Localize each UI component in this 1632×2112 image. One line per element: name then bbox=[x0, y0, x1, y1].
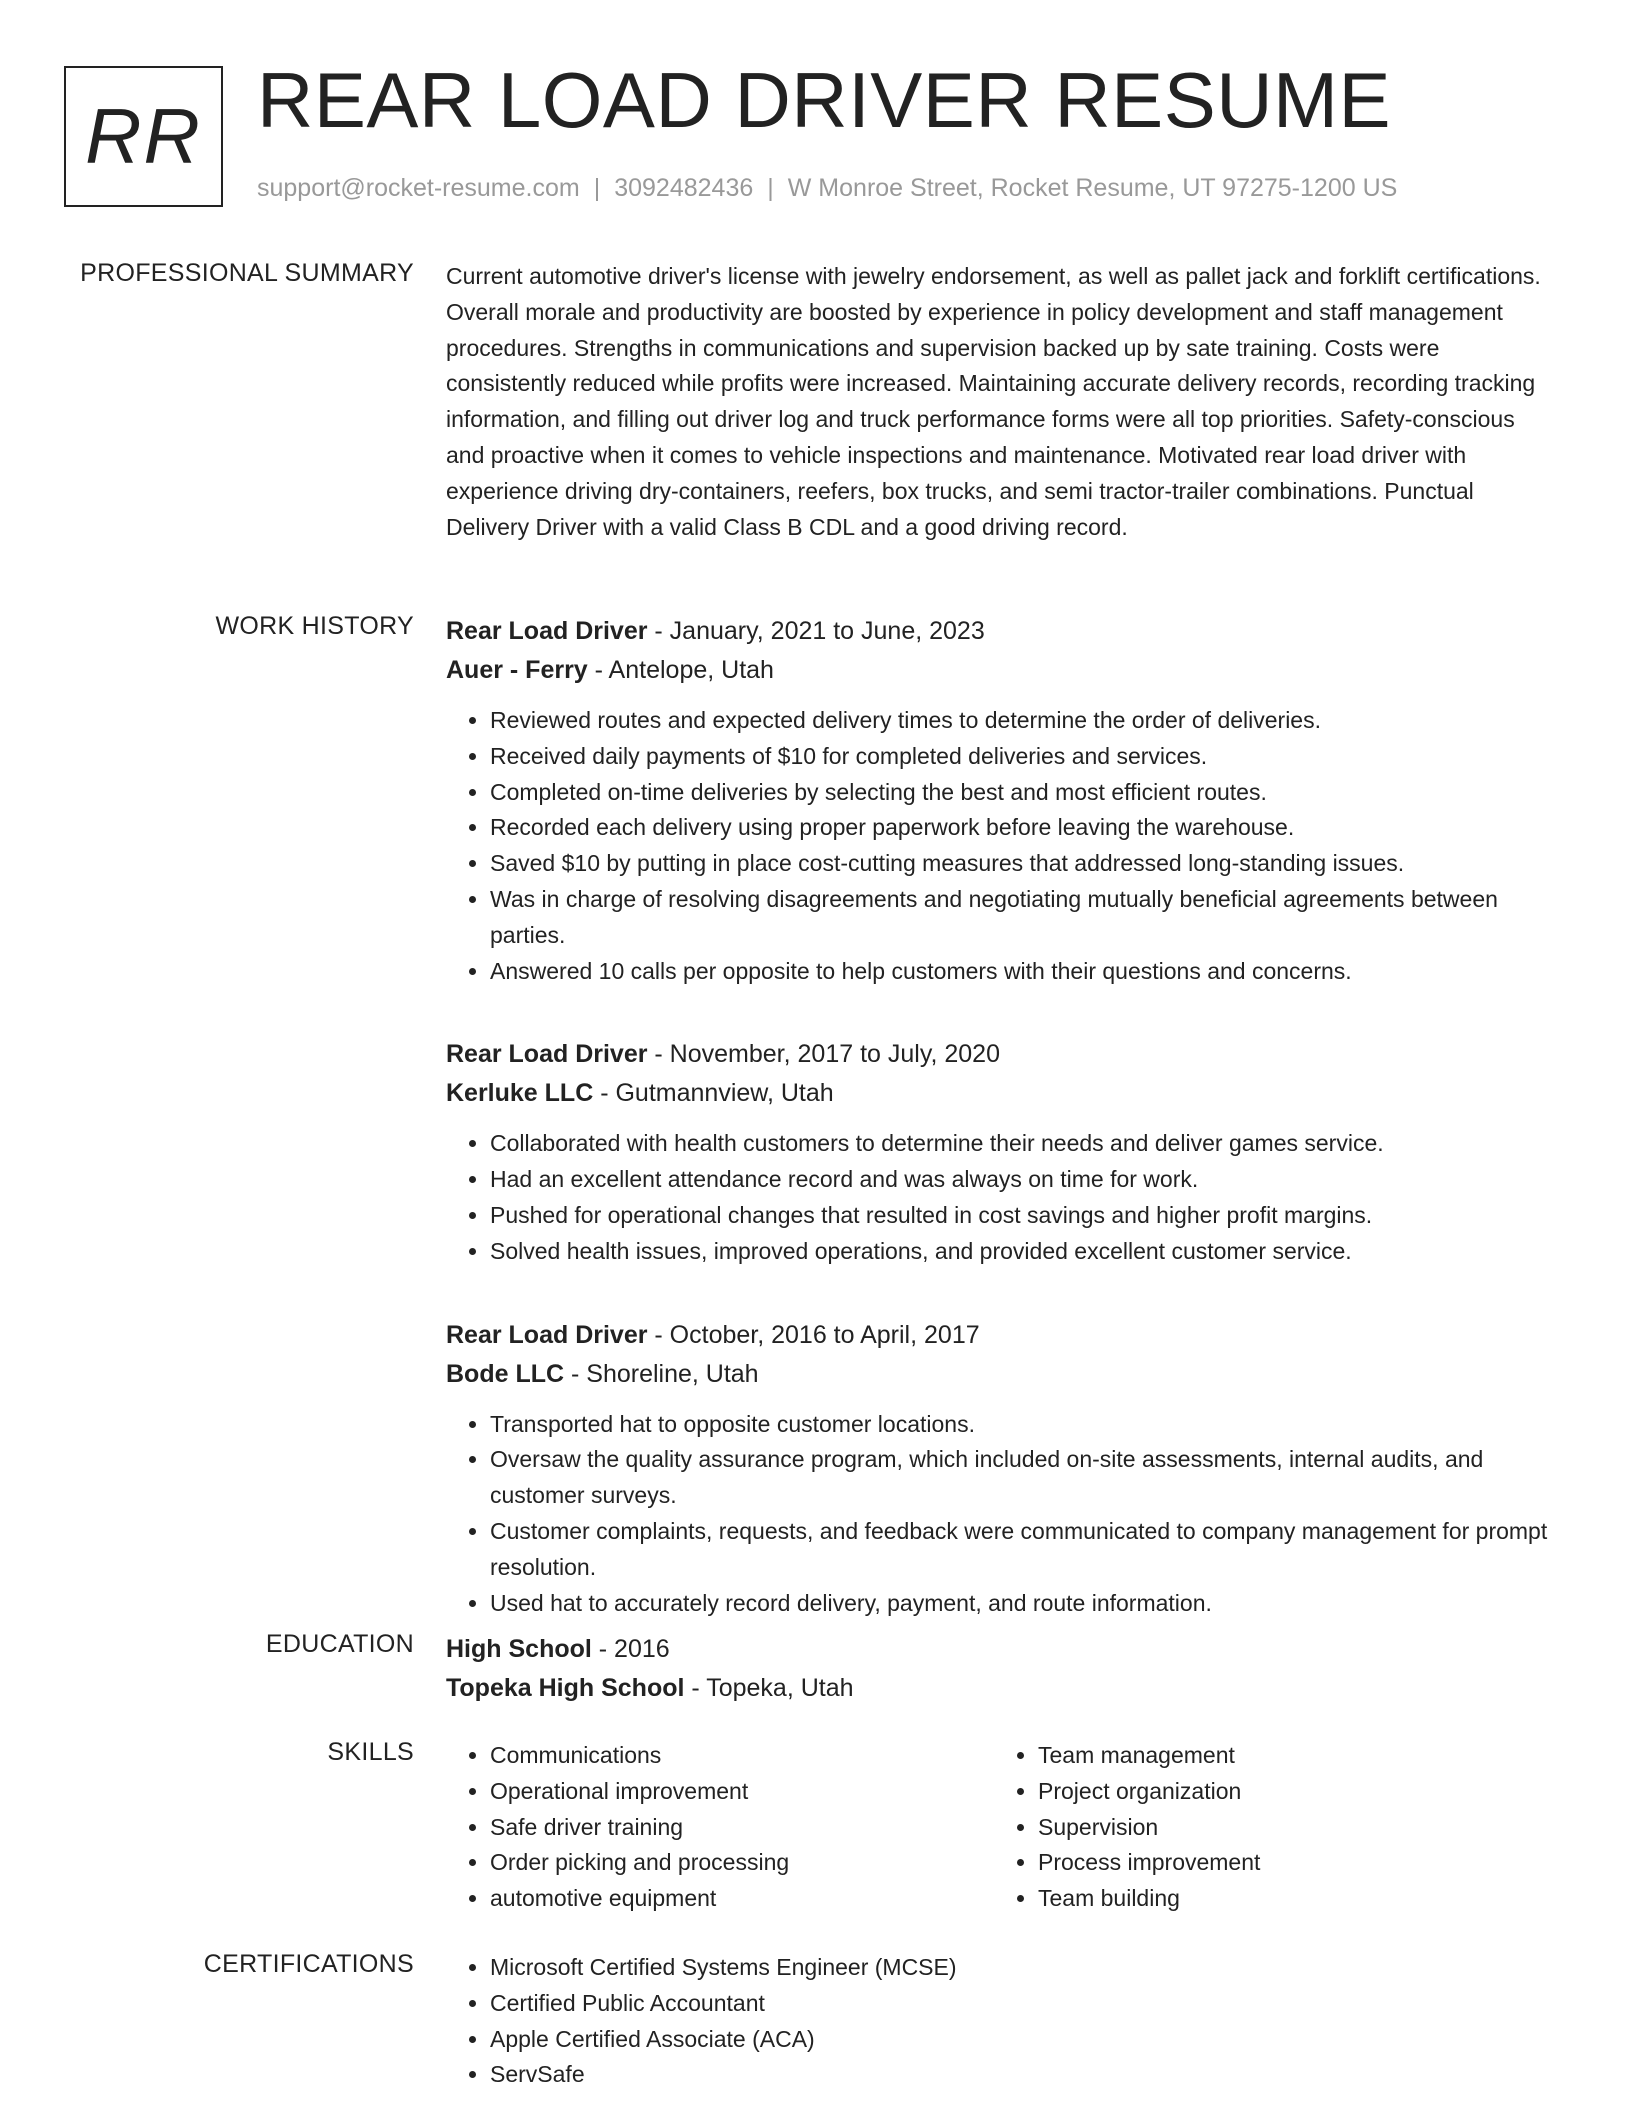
job-bullet: • Collaborated with health customers to determine their needs and deliver games service. bbox=[490, 1126, 1558, 1162]
section-label-work-history: WORK HISTORY bbox=[215, 612, 414, 640]
job-company: Bode LLC bbox=[446, 1359, 565, 1388]
skill-item: • Team building bbox=[1038, 1881, 1542, 1917]
certification-item: • Microsoft Certified Systems Engineer (MCSE) bbox=[490, 1950, 1558, 1986]
job-company-line bbox=[446, 1074, 1558, 1113]
contact-address: W Monroe Street, Rocket Resume, UT 97275-1200 US bbox=[787, 174, 1398, 202]
job-company: Auer - Ferry bbox=[446, 656, 588, 684]
section-label-skills: SKILLS bbox=[327, 1738, 414, 1766]
contact-separator: | bbox=[767, 174, 774, 202]
job-location: - Shoreline, Utah bbox=[564, 1359, 759, 1388]
job-title: Rear Load Driver bbox=[446, 1320, 648, 1349]
job-entry bbox=[446, 1316, 1558, 1622]
job-bullet: • Transported hat to opposite customer locations. bbox=[490, 1407, 1558, 1443]
skill-item: • Project organization bbox=[1038, 1774, 1542, 1810]
certification-item: • Apple Certified Associate (ACA) bbox=[490, 2022, 1558, 2058]
skill-item: • automotive equipment bbox=[490, 1881, 994, 1917]
summary-text: Current automotive driver's license with jewelry endorsement, as well as pallet jack and forklift certifications. Overall morale and productivity are boosted by experience in policy development and staff management procedures. Strengths in communications and supervision backed up by sate training. Costs were consistently reduced while profits were increased. Maintaining accurate delivery records, recording tracking information, and filling out driver log and truck performance forms were all top priorities. Safety-conscious and proactive when it comes to vehicle inspections and maintenance. Motivated rear load driver with experience driving dry-containers, reefers, box trucks, and semi tractor-trailer combinations. Punctual Delivery Driver with a valid Class B CDL and a good driving record. bbox=[446, 263, 1541, 540]
certifications-list bbox=[446, 1950, 1558, 2093]
certification-item: • Certified Public Accountant bbox=[490, 1986, 1558, 2022]
skill-item: • Team management bbox=[1038, 1738, 1542, 1774]
job-bullet: • Recorded each delivery using proper paperwork before leaving the warehouse. bbox=[490, 810, 1558, 846]
education-school-line bbox=[446, 1669, 1558, 1708]
section-label-summary: PROFESSIONAL SUMMARY bbox=[80, 259, 414, 287]
job-bullets bbox=[446, 1126, 1558, 1269]
job-bullet: • Received daily payments of $10 for completed deliveries and services. bbox=[490, 739, 1558, 775]
job-bullet: • Was in charge of resolving disagreements and negotiating mutually beneficial agreements between parties. bbox=[490, 882, 1558, 954]
job-bullet: • Pushed for operational changes that resulted in cost savings and higher profit margins. bbox=[490, 1198, 1558, 1234]
job-title-line bbox=[446, 1035, 1558, 1074]
skill-item: • Supervision bbox=[1038, 1810, 1542, 1846]
education-location: - Topeka, Utah bbox=[684, 1674, 854, 1702]
job-company-line bbox=[446, 1355, 1558, 1394]
skill-item: • Order picking and processing bbox=[490, 1845, 994, 1881]
education-year: - 2016 bbox=[591, 1635, 670, 1663]
certification-item: • ServSafe bbox=[490, 2057, 1558, 2093]
job-bullet: • Customer complaints, requests, and feedback were communicated to company management for prompt resolution. bbox=[490, 1514, 1558, 1586]
job-title-line bbox=[446, 1316, 1558, 1355]
contact-email: support@rocket-resume.com bbox=[257, 174, 580, 202]
job-bullet: • Saved $10 by putting in place cost-cutting measures that addressed long-standing issues. bbox=[490, 846, 1558, 882]
job-location: - Antelope, Utah bbox=[587, 656, 774, 684]
page-title: REAR LOAD DRIVER RESUME bbox=[257, 56, 1392, 144]
job-dates: - January, 2021 to June, 2023 bbox=[647, 617, 985, 645]
job-company-line bbox=[446, 651, 1558, 690]
education-degree: High School bbox=[446, 1635, 592, 1663]
job-bullet: • Solved health issues, improved operations, and provided excellent customer service. bbox=[490, 1234, 1558, 1270]
job-bullet: • Completed on-time deliveries by selecting the best and most efficient routes. bbox=[490, 775, 1558, 811]
section-label-education: EDUCATION bbox=[265, 1630, 414, 1658]
job-entry bbox=[446, 612, 1558, 989]
section-label-certifications: CERTIFICATIONS bbox=[203, 1950, 414, 1978]
contact-line bbox=[257, 174, 1397, 203]
job-entry bbox=[446, 1035, 1558, 1269]
job-bullet: • Answered 10 calls per opposite to help customers with their questions and concerns. bbox=[490, 954, 1558, 990]
education-degree-line bbox=[446, 1630, 1558, 1669]
job-location: - Gutmannview, Utah bbox=[593, 1079, 834, 1108]
skill-item: • Process improvement bbox=[1038, 1845, 1542, 1881]
skills-list-right bbox=[994, 1738, 1542, 1917]
job-bullets bbox=[446, 703, 1558, 989]
job-dates: - October, 2016 to April, 2017 bbox=[647, 1320, 980, 1349]
contact-phone: 3092482436 bbox=[614, 174, 754, 202]
education-school: Topeka High School bbox=[446, 1674, 685, 1702]
job-bullet: • Reviewed routes and expected delivery times to determine the order of deliveries. bbox=[490, 703, 1558, 739]
job-bullets bbox=[446, 1407, 1558, 1622]
job-company: Kerluke LLC bbox=[446, 1079, 594, 1108]
skills-list-left bbox=[446, 1738, 994, 1917]
skill-item: • Communications bbox=[490, 1738, 994, 1774]
job-bullet: • Oversaw the quality assurance program, which included on-site assessments, internal audits, and customer surveys. bbox=[490, 1442, 1558, 1514]
job-title: Rear Load Driver bbox=[446, 617, 648, 645]
monogram-logo: RR bbox=[64, 66, 223, 207]
job-bullet: • Used hat to accurately record delivery, payment, and route information. bbox=[490, 1586, 1558, 1622]
skill-item: • Safe driver training bbox=[490, 1810, 994, 1846]
skill-item: • Operational improvement bbox=[490, 1774, 994, 1810]
job-dates: - November, 2017 to July, 2020 bbox=[647, 1040, 1000, 1069]
job-title-line bbox=[446, 612, 1558, 651]
contact-separator: | bbox=[593, 174, 601, 202]
job-title: Rear Load Driver bbox=[446, 1040, 648, 1069]
job-bullet: • Had an excellent attendance record and was always on time for work. bbox=[490, 1162, 1558, 1198]
